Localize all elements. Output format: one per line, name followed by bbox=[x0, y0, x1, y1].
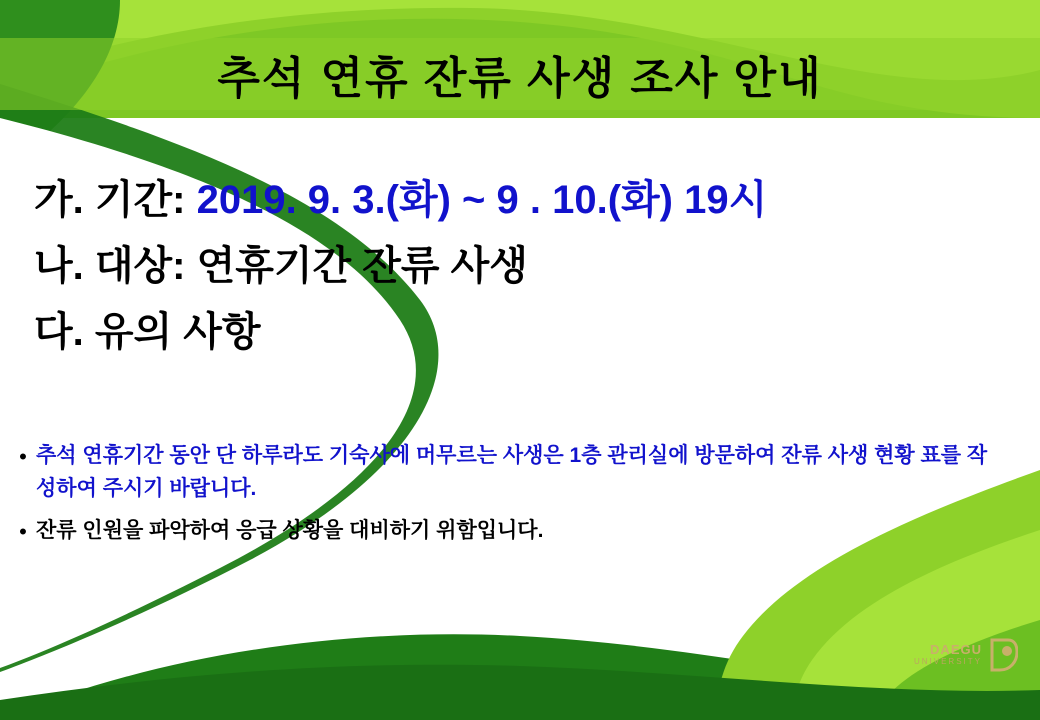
bullet-text-1: 추석 연휴기간 동안 단 하루라도 기숙사에 머무르는 사생은 1층 관리실에 방문하여 잔류 사생 현황 표를 작성하여 주시기 바랍니다. bbox=[36, 444, 988, 500]
slide-body bbox=[0, 175, 1040, 373]
body-line-2 bbox=[34, 241, 1040, 291]
slide-title-band bbox=[0, 38, 1040, 110]
daegu-university-logo bbox=[886, 628, 1018, 682]
bullet-icon: • bbox=[19, 519, 27, 545]
slide-title: 추석 연휴 잔류 사생 조사 안내 bbox=[217, 54, 823, 103]
body-line-3-label: 다. 유의 사항 bbox=[34, 310, 261, 354]
bullet-text-2: 잔류 인원을 파악하여 응급 상황을 대비하기 위함입니다. bbox=[36, 519, 544, 543]
list-item bbox=[0, 515, 1040, 549]
body-line-2-label: 나. 대상: 연휴기간 잔류 사생 bbox=[34, 244, 528, 288]
body-line-3 bbox=[34, 307, 1040, 357]
body-line-1-label: 가. 기간: bbox=[34, 178, 197, 222]
logo-subtitle: UNIVERSITY bbox=[913, 657, 982, 667]
bullet-icon: • bbox=[19, 444, 27, 469]
logo-name: DAEGU bbox=[930, 642, 982, 658]
body-line-1-value: 2019. 9. 3.(화) ~ 9 . 10.(화) 19시 bbox=[196, 178, 768, 222]
slide-bullet-list bbox=[0, 440, 1040, 559]
body-line-1 bbox=[34, 175, 1040, 225]
logo-mark-icon bbox=[988, 638, 1018, 672]
logo-text-block bbox=[914, 643, 982, 667]
list-item bbox=[0, 440, 1040, 505]
